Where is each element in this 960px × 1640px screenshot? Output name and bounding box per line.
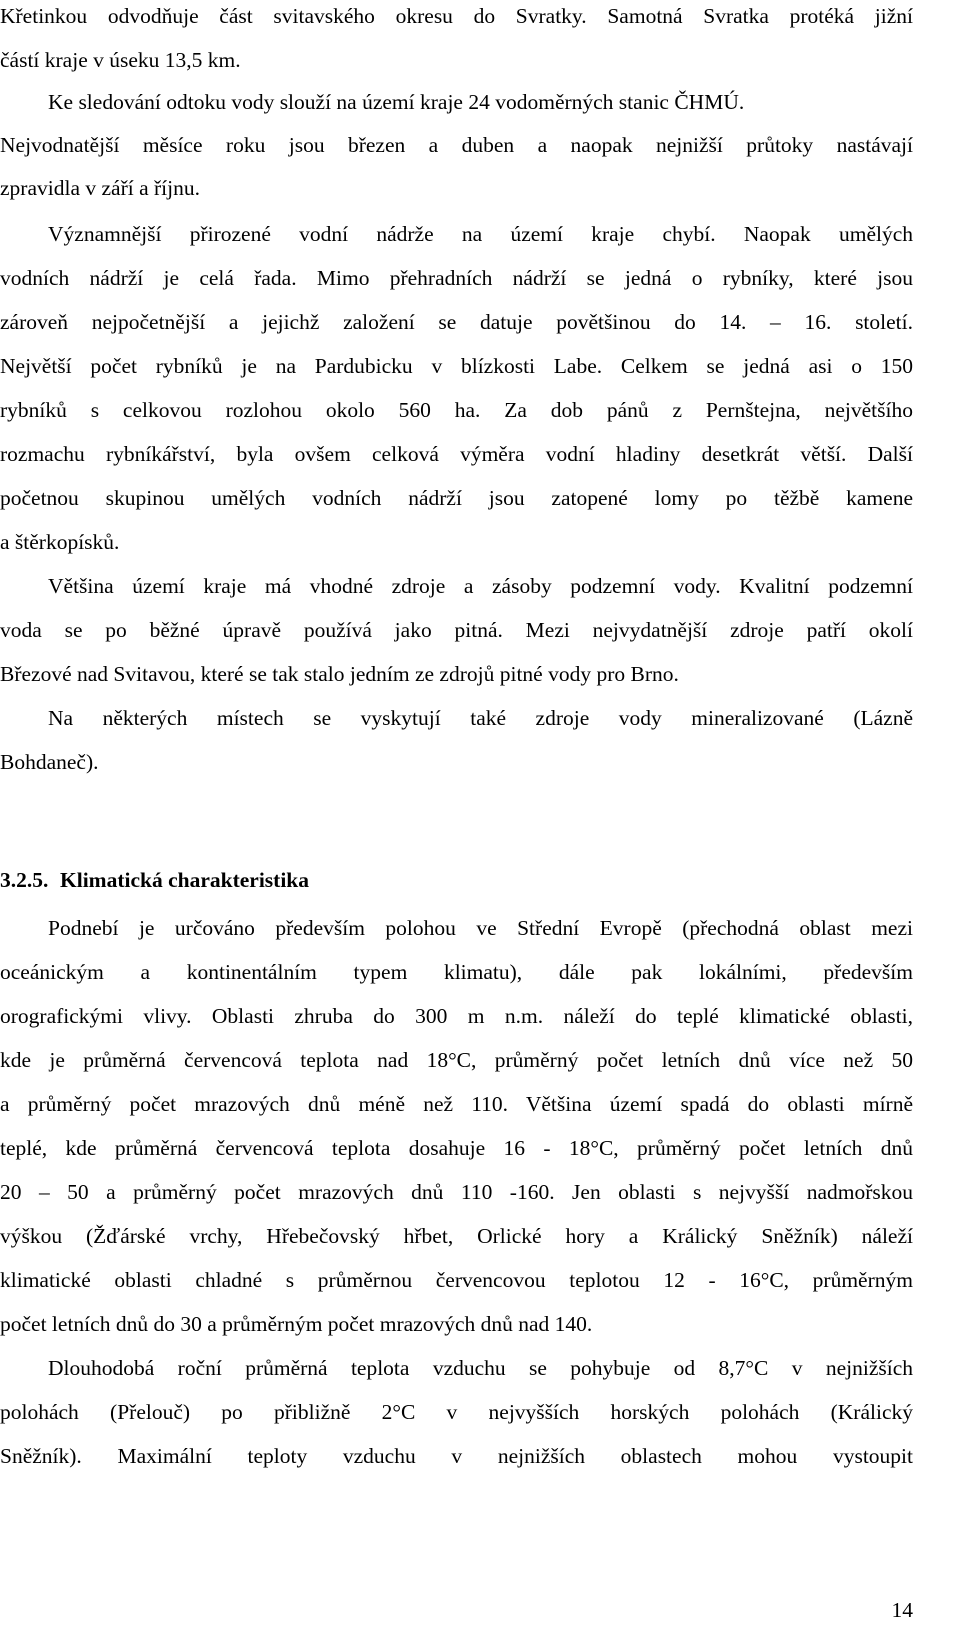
text-line: zpravidla v září a říjnu. [0, 176, 200, 200]
text-line: rybníků s celkovou rozlohou okolo 560 ha. Za dob pánů z Pernštejna, největšího [0, 398, 913, 422]
text-line: výškou (Žďárské vrchy, Hřebečovský hřbet, Orlické hory a Králický Sněžník) náleží [0, 1224, 913, 1248]
text-line: rozmachu rybníkářství, byla ovšem celková výměra vodní hladiny desetkrát větší. Další [0, 442, 913, 466]
text-line: početnou skupinou umělých vodních nádrží jsou zatopené lomy po těžbě kamene [0, 486, 913, 510]
section-number: 3.2.5. [0, 868, 49, 892]
page-number: 14 [891, 1598, 913, 1622]
text-line: Na některých místech se vyskytují také zdroje vody mineralizované (Lázně [48, 706, 913, 730]
text-line: Podnebí je určováno především polohou ve Střední Evropě (přechodná oblast mezi [48, 916, 913, 940]
text-line: Sněžník). Maximální teploty vzduchu v nejnižších oblastech mohou vystoupit [0, 1444, 913, 1468]
text-line: a štěrkopísků. [0, 530, 120, 554]
section-title: Klimatická charakteristika [60, 868, 310, 892]
text-line: 20 – 50 a průměrný počet mrazových dnů 110 -160. Jen oblasti s nejvyšší nadmořskou [0, 1180, 913, 1204]
text-line: Dlouhodobá roční průměrná teplota vzduchu se pohybuje od 8,7°C v nejnižších [48, 1356, 913, 1380]
text-line: Významnější přirozené vodní nádrže na území kraje chybí. Naopak umělých [48, 222, 913, 246]
text-line: Ke sledování odtoku vody slouží na území kraje 24 vodoměrných stanic ČHMÚ. [48, 90, 745, 114]
text-line: a průměrný počet mrazových dnů méně než 110. Většina území spadá do oblasti mírně [0, 1092, 913, 1116]
text-line: orografickými vlivy. Oblasti zhruba do 300 m n.m. náleží do teplé klimatické oblasti, [0, 1004, 913, 1028]
text-line: Bohdaneč). [0, 750, 99, 774]
text-line: klimatické oblasti chladné s průměrnou červencovou teplotou 12 - 16°C, průměrným [0, 1268, 913, 1292]
text-line: Největší počet rybníků je na Pardubicku v blízkosti Labe. Celkem se jedná asi o 150 [0, 354, 913, 378]
text-line: zároveň nejpočetnější a jejichž založení se datuje povětšinou do 14. – 16. století. [0, 310, 913, 334]
text-line: částí kraje v úseku 13,5 km. [0, 48, 241, 72]
text-line: teplé, kde průměrná červencová teplota dosahuje 16 - 18°C, průměrný počet letních dnů [0, 1136, 913, 1160]
text-line: polohách (Přelouč) po přibližně 2°C v nejvyšších horských polohách (Králický [0, 1400, 913, 1424]
text-line: Většina území kraje má vhodné zdroje a zásoby podzemní vody. Kvalitní podzemní [48, 574, 913, 598]
text-line: počet letních dnů do 30 a průměrným počet mrazových dnů nad 140. [0, 1312, 593, 1336]
text-line: oceánickým a kontinentálním typem klimatu), dále pak lokálními, především [0, 960, 913, 984]
text-line: vodních nádrží je celá řada. Mimo přehradních nádrží se jedná o rybníky, které jsou [0, 266, 913, 290]
section-heading [0, 866, 309, 894]
text-line: kde je průměrná červencová teplota nad 18°C, průměrný počet letních dnů více než 50 [0, 1048, 913, 1072]
text-line: Nejvodnatější měsíce roku jsou březen a duben a naopak nejnižší průtoky nastávají [0, 133, 913, 157]
text-line: Křetinkou odvodňuje část svitavského okresu do Svratky. Samotná Svratka protéká jižní [0, 4, 913, 28]
text-line: voda se po běžné úpravě používá jako pitná. Mezi nejvydatnější zdroje patří okolí [0, 618, 913, 642]
text-line: Březové nad Svitavou, které se tak stalo jedním ze zdrojů pitné vody pro Brno. [0, 662, 679, 686]
